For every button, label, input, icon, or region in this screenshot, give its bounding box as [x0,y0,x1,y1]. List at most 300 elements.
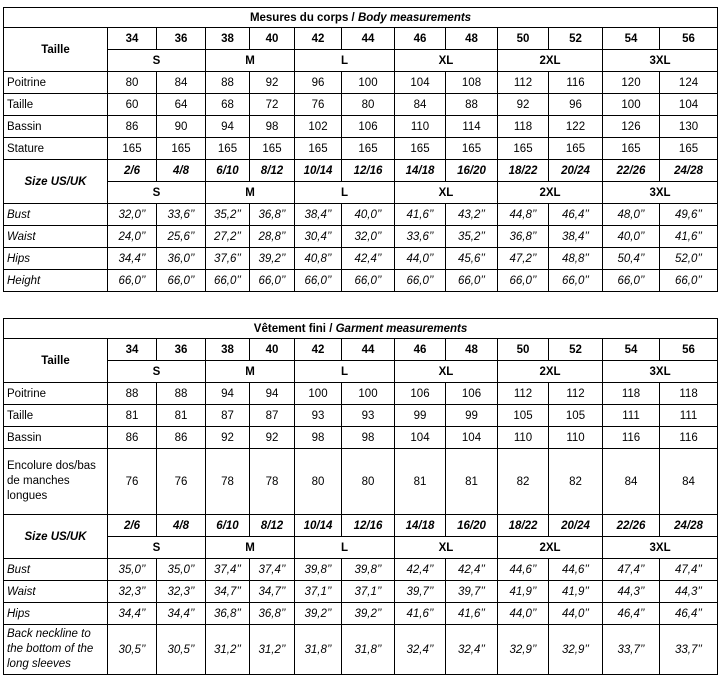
title-fr: Mesures du corps / [249,11,355,24]
us-size-cell: 8/12 [250,160,295,182]
eu-size-cell: 46 [395,339,446,361]
value-cell: 44,3’’ [660,581,718,603]
value-cell: 47,4’’ [603,559,660,581]
value-cell: 165 [660,138,718,160]
value-cell: 36,8’’ [250,603,295,625]
value-cell: 31,8’’ [342,625,395,675]
value-cell: 92 [250,72,295,94]
value-cell: 39,8’’ [295,559,342,581]
value-cell: 80 [342,449,395,515]
value-cell: 98 [342,427,395,449]
value-cell: 36,8’’ [206,603,250,625]
row-label: Waist [4,226,108,248]
value-cell: 48,0’’ [603,204,660,226]
value-cell: 28,8’’ [250,226,295,248]
value-cell: 92 [250,427,295,449]
value-cell: 39,2’’ [342,603,395,625]
value-cell: 76 [157,449,206,515]
value-cell: 24,0’’ [108,226,157,248]
row-label: Bassin [4,116,108,138]
size-group-cell: L [295,537,395,559]
value-cell: 110 [549,427,603,449]
us-size-cell: 20/24 [549,160,603,182]
inch-row [4,226,718,248]
value-cell: 66,0’’ [446,270,498,292]
title-en: Body measurements [357,11,472,24]
value-cell: 44,0’’ [549,603,603,625]
value-cell: 100 [342,72,395,94]
value-cell: 94 [206,383,250,405]
value-cell: 165 [342,138,395,160]
value-cell: 39,8’’ [342,559,395,581]
value-cell: 30,4’’ [295,226,342,248]
value-cell: 99 [446,405,498,427]
title-row [4,319,718,339]
eu-size-cell: 46 [395,28,446,50]
inch-row [4,625,718,675]
value-cell: 93 [295,405,342,427]
value-cell: 92 [206,427,250,449]
value-cell: 34,7’’ [250,581,295,603]
us-size-label: Size US/UK [4,515,108,559]
value-cell: 96 [295,72,342,94]
cm-row [4,94,718,116]
size-group-cell: L [295,182,395,204]
value-cell: 106 [446,383,498,405]
taille-label: Taille [4,28,108,72]
value-cell: 35,2’’ [446,226,498,248]
value-cell: 165 [206,138,250,160]
us-size-cell: 16/20 [446,160,498,182]
size-group-cell: M [206,361,295,383]
value-cell: 66,0’’ [108,270,157,292]
value-cell: 66,0’’ [342,270,395,292]
size-group-cell: XL [395,50,498,72]
value-cell: 41,9’’ [549,581,603,603]
value-cell: 165 [157,138,206,160]
eu-size-cell: 40 [250,339,295,361]
value-cell: 42,4’’ [446,559,498,581]
value-cell: 39,2’’ [250,248,295,270]
value-cell: 88 [157,383,206,405]
value-cell: 32,0’’ [108,204,157,226]
value-cell: 44,0’’ [498,603,549,625]
value-cell: 34,7’’ [206,581,250,603]
value-cell: 41,6’’ [395,204,446,226]
value-cell: 81 [108,405,157,427]
value-cell: 37,1’’ [342,581,395,603]
value-cell: 31,8’’ [295,625,342,675]
size-group-cell: 2XL [498,361,603,383]
us-size-cell: 14/18 [395,160,446,182]
size-group-cell: 3XL [603,537,718,559]
row-label: Stature [4,138,108,160]
eu-size-cell: 44 [342,339,395,361]
value-cell: 46,4’’ [549,204,603,226]
size-groups-row [4,361,718,383]
us-size-cell: 8/12 [250,515,295,537]
value-cell: 33,7’’ [660,625,718,675]
value-cell: 165 [446,138,498,160]
value-cell: 38,4’’ [295,204,342,226]
us-size-cell: 12/16 [342,160,395,182]
value-cell: 40,8’’ [295,248,342,270]
eu-size-cell: 52 [549,339,603,361]
size-group-cell: 3XL [603,361,718,383]
title-row [4,8,718,28]
value-cell: 92 [498,94,549,116]
value-cell: 80 [108,72,157,94]
value-cell: 44,6’’ [498,559,549,581]
value-cell: 66,0’’ [295,270,342,292]
size-group-cell: XL [395,537,498,559]
us-size-cell: 22/26 [603,515,660,537]
eu-size-cell: 52 [549,28,603,50]
size-group-cell: M [206,182,295,204]
value-cell: 78 [206,449,250,515]
size-group-cell: S [108,537,206,559]
value-cell: 165 [395,138,446,160]
us-size-cell: 6/10 [206,515,250,537]
value-cell: 52,0’’ [660,248,718,270]
value-cell: 32,3’’ [108,581,157,603]
value-cell: 86 [157,427,206,449]
cm-row [4,116,718,138]
row-label: Hips [4,248,108,270]
value-cell: 98 [250,116,295,138]
value-cell: 32,3’’ [157,581,206,603]
title-en: Garment measurements [335,322,468,335]
table-title [4,319,718,339]
value-cell: 104 [446,427,498,449]
eu-size-cell: 56 [660,28,718,50]
us-size-cell: 4/8 [157,515,206,537]
eu-size-cell: 44 [342,28,395,50]
taille-label: Taille [4,339,108,383]
row-label: Poitrine [4,72,108,94]
row-label: Bust [4,559,108,581]
value-cell: 88 [108,383,157,405]
value-cell: 36,0’’ [157,248,206,270]
value-cell: 27,2’’ [206,226,250,248]
cm-row [4,138,718,160]
value-cell: 37,1’’ [295,581,342,603]
value-cell: 47,2’’ [498,248,549,270]
value-cell: 42,4’’ [342,248,395,270]
inch-row [4,559,718,581]
size-group-cell: L [295,50,395,72]
value-cell: 165 [549,138,603,160]
value-cell: 68 [206,94,250,116]
value-cell: 36,8’’ [498,226,549,248]
value-cell: 118 [498,116,549,138]
value-cell: 165 [498,138,549,160]
value-cell: 106 [395,383,446,405]
value-cell: 100 [342,383,395,405]
eu-size-cell: 36 [157,28,206,50]
value-cell: 44,0’’ [395,248,446,270]
value-cell: 72 [250,94,295,116]
value-cell: 130 [660,116,718,138]
value-cell: 114 [446,116,498,138]
row-label: Encolure dos/bas de manches longues [4,449,108,515]
value-cell: 165 [295,138,342,160]
cm-row [4,427,718,449]
value-cell: 104 [395,427,446,449]
eu-size-cell: 42 [295,339,342,361]
value-cell: 66,0’’ [250,270,295,292]
eu-size-cell: 34 [108,339,157,361]
row-label: Hips [4,603,108,625]
value-cell: 100 [603,94,660,116]
garment-measurements-table [3,318,718,675]
inch-row [4,581,718,603]
value-cell: 44,6’’ [549,559,603,581]
us-size-cell: 2/6 [108,515,157,537]
us-size-cell: 20/24 [549,515,603,537]
value-cell: 165 [603,138,660,160]
size-group-cell: S [108,50,206,72]
value-cell: 111 [660,405,718,427]
eu-size-cell: 50 [498,339,549,361]
value-cell: 84 [660,449,718,515]
row-label: Poitrine [4,383,108,405]
value-cell: 118 [603,383,660,405]
value-cell: 66,0’’ [498,270,549,292]
value-cell: 105 [498,405,549,427]
value-cell: 80 [295,449,342,515]
value-cell: 81 [446,449,498,515]
value-cell: 32,9’’ [549,625,603,675]
cm-row [4,72,718,94]
value-cell: 30,5’’ [157,625,206,675]
value-cell: 66,0’’ [603,270,660,292]
eu-size-cell: 56 [660,339,718,361]
us-size-cell: 22/26 [603,160,660,182]
value-cell: 108 [446,72,498,94]
value-cell: 76 [108,449,157,515]
row-label: Height [4,270,108,292]
value-cell: 102 [295,116,342,138]
value-cell: 31,2’’ [206,625,250,675]
value-cell: 38,4’’ [549,226,603,248]
value-cell: 35,0’’ [108,559,157,581]
value-cell: 106 [342,116,395,138]
value-cell: 46,4’’ [660,603,718,625]
value-cell: 88 [446,94,498,116]
value-cell: 33,7’’ [603,625,660,675]
us-size-cell: 24/28 [660,515,718,537]
value-cell: 45,6’’ [446,248,498,270]
value-cell: 41,6’’ [395,603,446,625]
eu-size-cell: 38 [206,28,250,50]
value-cell: 87 [250,405,295,427]
value-cell: 32,9’’ [498,625,549,675]
title-fr: Vêtement fini / [253,322,333,335]
value-cell: 31,2’’ [250,625,295,675]
value-cell: 47,4’’ [660,559,718,581]
size-group-cell: 3XL [603,182,718,204]
eu-size-cell: 54 [603,339,660,361]
value-cell: 116 [549,72,603,94]
value-cell: 64 [157,94,206,116]
value-cell: 86 [108,427,157,449]
size-group-cell: 2XL [498,537,603,559]
row-label: Taille [4,405,108,427]
value-cell: 34,4’’ [157,603,206,625]
eu-size-cell: 38 [206,339,250,361]
value-cell: 39,2’’ [295,603,342,625]
size-group-cell: XL [395,182,498,204]
us-size-cell: 12/16 [342,515,395,537]
value-cell: 34,4’’ [108,603,157,625]
value-cell: 66,0’’ [157,270,206,292]
value-cell: 36,8’’ [250,204,295,226]
value-cell: 122 [549,116,603,138]
value-cell: 165 [108,138,157,160]
value-cell: 44,8’’ [498,204,549,226]
row-label: Bassin [4,427,108,449]
value-cell: 80 [342,94,395,116]
value-cell: 41,6’’ [446,603,498,625]
value-cell: 76 [295,94,342,116]
value-cell: 35,0’’ [157,559,206,581]
value-cell: 81 [395,449,446,515]
value-cell: 82 [549,449,603,515]
eu-size-cell: 36 [157,339,206,361]
inch-row [4,204,718,226]
value-cell: 94 [206,116,250,138]
value-cell: 104 [660,94,718,116]
value-cell: 84 [395,94,446,116]
value-cell: 87 [206,405,250,427]
size-groups-row [4,537,718,559]
value-cell: 90 [157,116,206,138]
value-cell: 112 [498,383,549,405]
value-cell: 43,2’’ [446,204,498,226]
value-cell: 126 [603,116,660,138]
value-cell: 116 [660,427,718,449]
value-cell: 33,6’’ [157,204,206,226]
row-label: Waist [4,581,108,603]
inch-row [4,603,718,625]
value-cell: 35,2’’ [206,204,250,226]
value-cell: 104 [395,72,446,94]
eu-size-cell: 40 [250,28,295,50]
value-cell: 41,9’’ [498,581,549,603]
cm-row [4,449,718,515]
eu-size-cell: 48 [446,339,498,361]
value-cell: 118 [660,383,718,405]
value-cell: 37,4’’ [206,559,250,581]
value-cell: 37,4’’ [250,559,295,581]
eu-sizes-row [4,28,718,50]
value-cell: 41,6’’ [660,226,718,248]
value-cell: 112 [549,383,603,405]
size-group-cell: XL [395,361,498,383]
value-cell: 66,0’’ [660,270,718,292]
value-cell: 37,6’’ [206,248,250,270]
size-group-cell: S [108,361,206,383]
value-cell: 86 [108,116,157,138]
value-cell: 60 [108,94,157,116]
us-size-cell: 18/22 [498,160,549,182]
us-size-cell: 6/10 [206,160,250,182]
us-size-cell: 10/14 [295,515,342,537]
value-cell: 112 [498,72,549,94]
value-cell: 88 [206,72,250,94]
body-measurements-table [3,7,718,292]
row-label: Back neckline to the bottom of the long sleeves [4,625,108,675]
size-group-cell: S [108,182,206,204]
size-group-cell: L [295,361,395,383]
eu-size-cell: 54 [603,28,660,50]
table-title [4,8,718,28]
size-group-cell: M [206,537,295,559]
inch-row [4,270,718,292]
value-cell: 48,8’’ [549,248,603,270]
value-cell: 42,4’’ [395,559,446,581]
value-cell: 120 [603,72,660,94]
value-cell: 165 [250,138,295,160]
us-size-cell: 4/8 [157,160,206,182]
size-groups-row [4,182,718,204]
eu-size-cell: 50 [498,28,549,50]
value-cell: 66,0’’ [395,270,446,292]
value-cell: 124 [660,72,718,94]
value-cell: 78 [250,449,295,515]
value-cell: 32,0’’ [342,226,395,248]
value-cell: 32,4’’ [395,625,446,675]
value-cell: 66,0’’ [206,270,250,292]
value-cell: 94 [250,383,295,405]
value-cell: 49,6’’ [660,204,718,226]
cm-row [4,383,718,405]
eu-size-cell: 48 [446,28,498,50]
value-cell: 40,0’’ [342,204,395,226]
value-cell: 40,0’’ [603,226,660,248]
size-group-cell: 2XL [498,50,603,72]
value-cell: 100 [295,383,342,405]
value-cell: 111 [603,405,660,427]
us-size-cell: 16/20 [446,515,498,537]
value-cell: 116 [603,427,660,449]
value-cell: 81 [157,405,206,427]
us-size-cell: 14/18 [395,515,446,537]
us-size-label: Size US/UK [4,160,108,204]
value-cell: 110 [395,116,446,138]
value-cell: 39,7’’ [395,581,446,603]
us-size-cell: 24/28 [660,160,718,182]
eu-sizes-row [4,339,718,361]
size-group-cell: 3XL [603,50,718,72]
us-size-cell: 2/6 [108,160,157,182]
value-cell: 84 [603,449,660,515]
us-size-cell: 18/22 [498,515,549,537]
value-cell: 46,4’’ [603,603,660,625]
row-label: Taille [4,94,108,116]
value-cell: 82 [498,449,549,515]
value-cell: 84 [157,72,206,94]
value-cell: 93 [342,405,395,427]
us-size-cell: 10/14 [295,160,342,182]
value-cell: 50,4’’ [603,248,660,270]
value-cell: 105 [549,405,603,427]
value-cell: 32,4’’ [446,625,498,675]
row-label: Bust [4,204,108,226]
value-cell: 44,3’’ [603,581,660,603]
value-cell: 96 [549,94,603,116]
